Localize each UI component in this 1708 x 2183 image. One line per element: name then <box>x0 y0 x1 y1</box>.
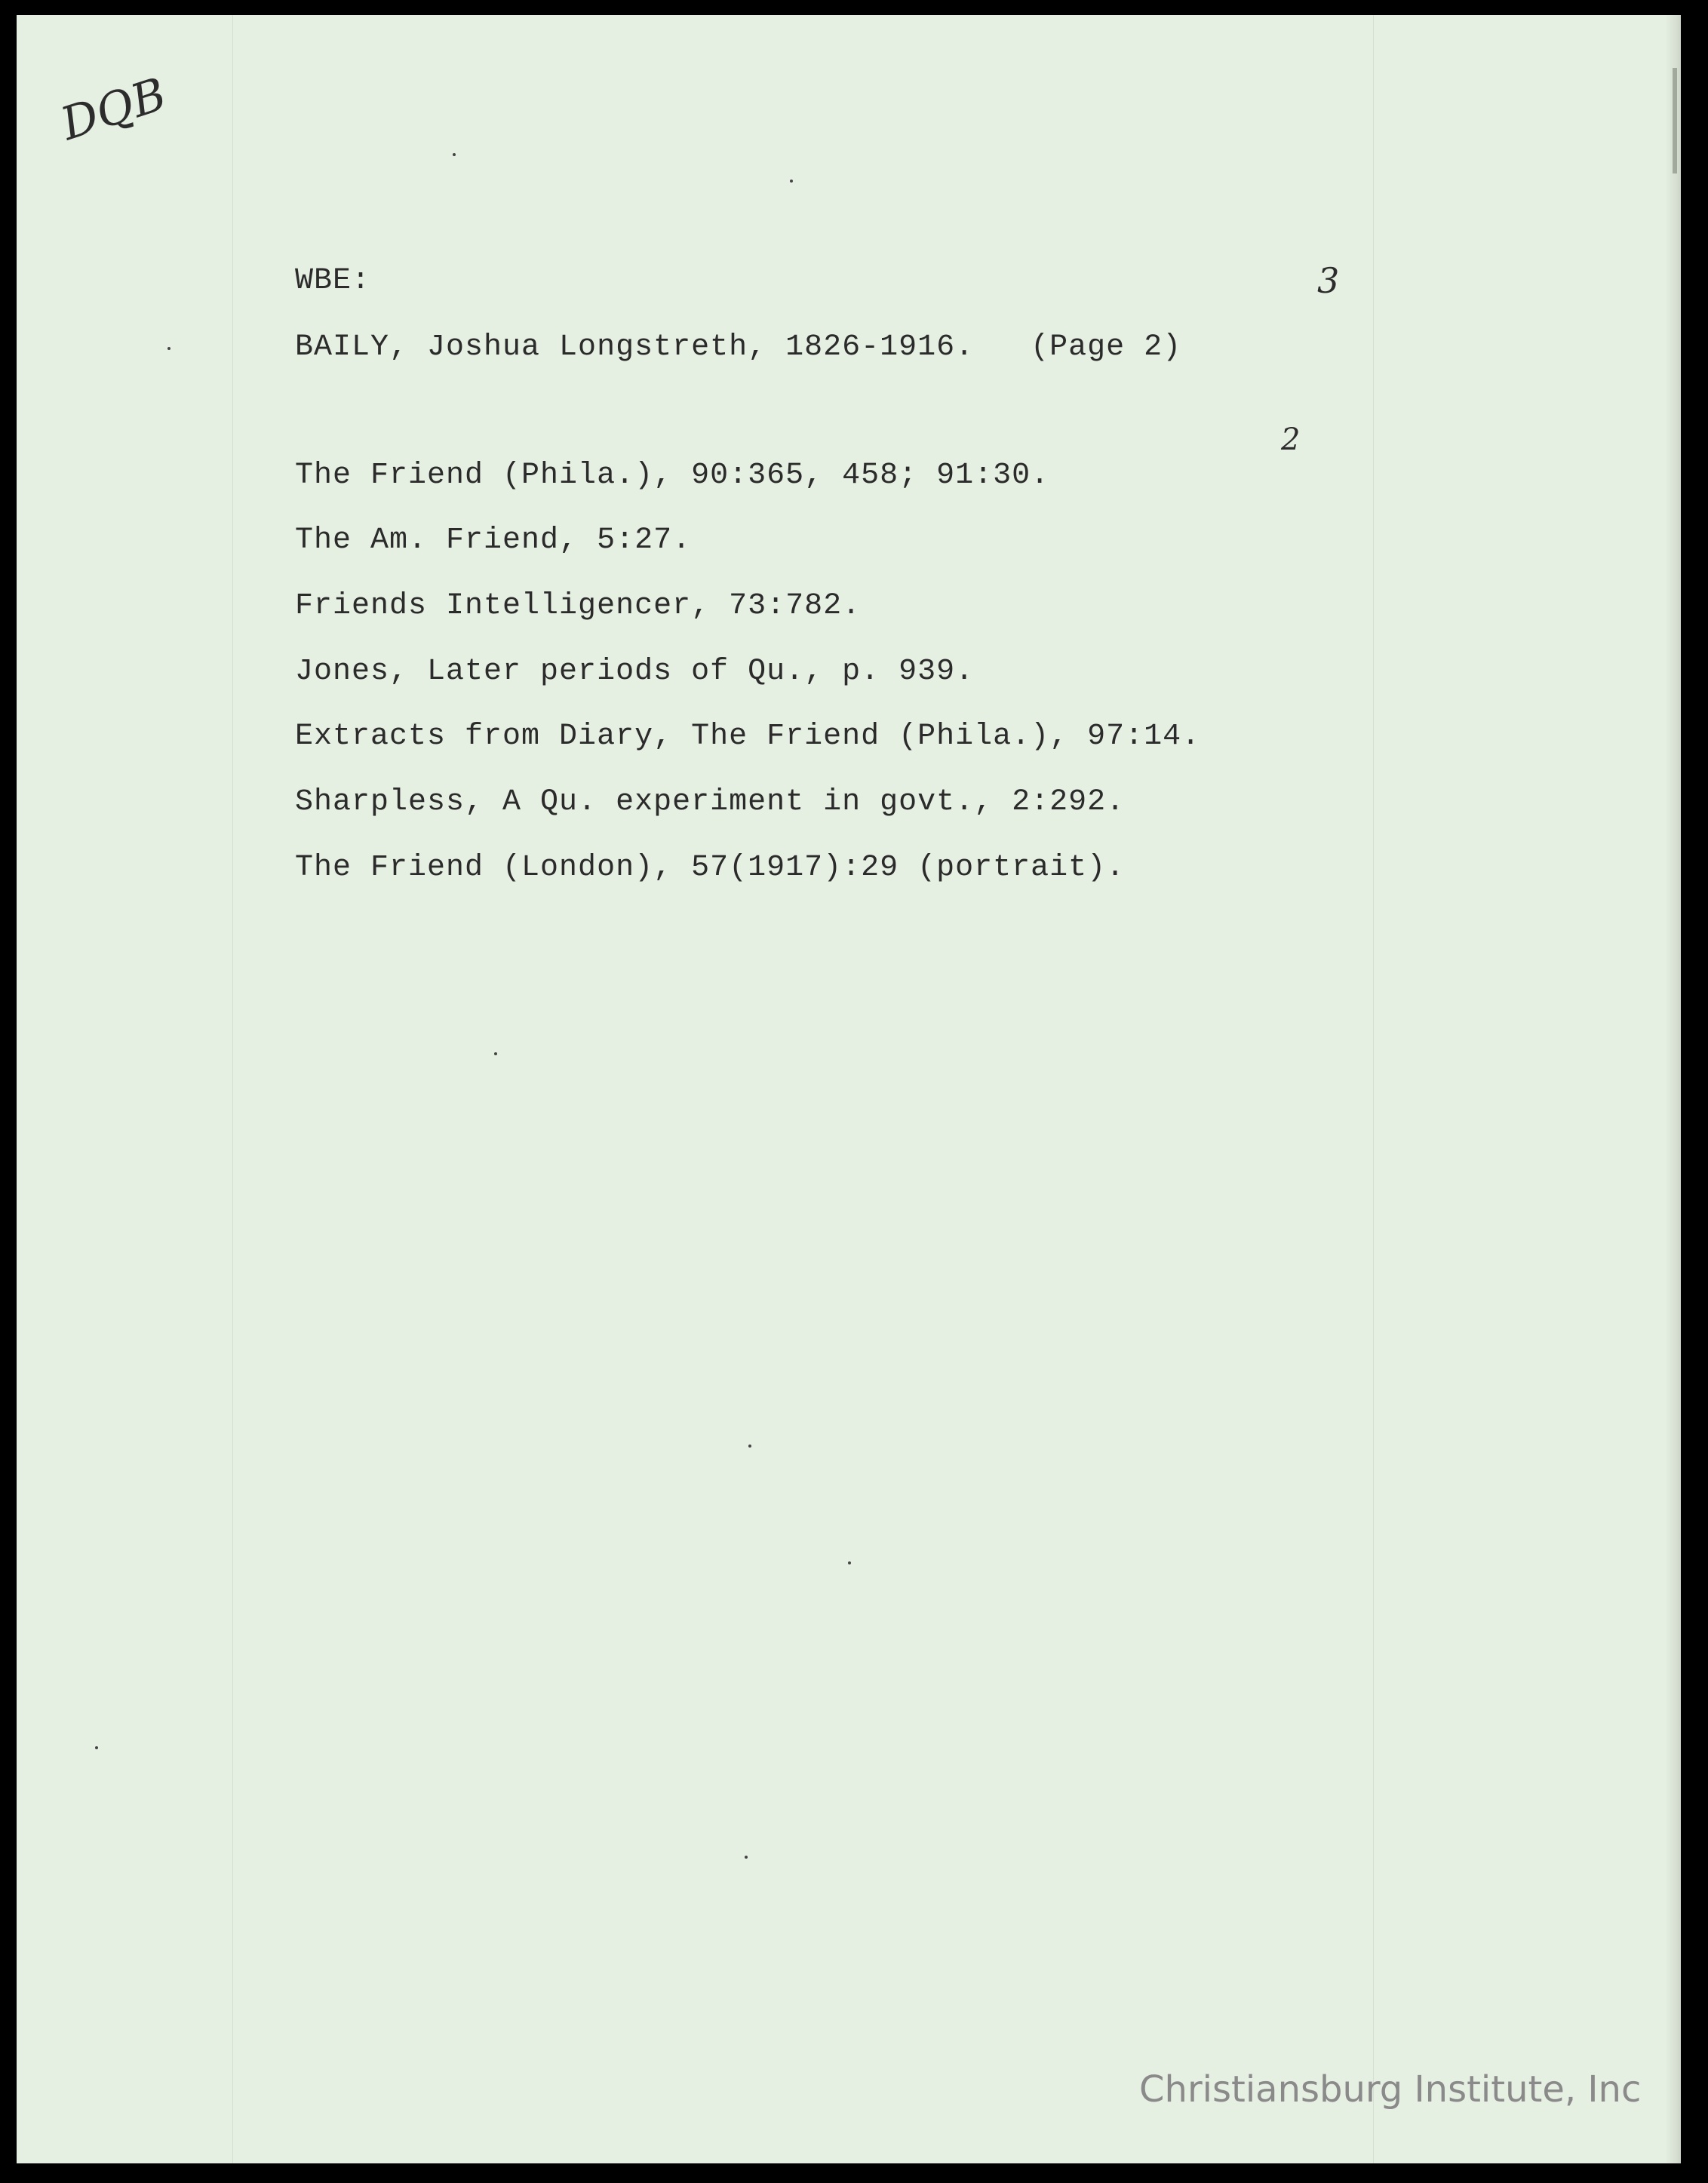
header-label: WBE: <box>295 264 371 298</box>
reference-line: Sharpless, A Qu. experiment in govt., 2:292. <box>295 785 1126 819</box>
reference-line: The Friend (London), 57(1917):29 (portrait). <box>295 851 1126 885</box>
document-page <box>17 15 1681 2163</box>
paper-speck <box>453 153 456 156</box>
header-subject-line <box>295 330 1181 364</box>
reference-line: The Am. Friend, 5:27. <box>295 523 692 557</box>
handwritten-corner-mark: DQB <box>54 67 173 152</box>
header-subject: BAILY, Joshua Longstreth, 1826-1916. <box>295 330 975 364</box>
margin-rule-left <box>232 15 233 2163</box>
watermark: Christiansburg Institute, Inc <box>1139 2068 1642 2111</box>
reference-line: The Friend (Phila.), 90:365, 458; 91:30. <box>295 459 1050 493</box>
handwritten-page-number: 3 <box>1317 260 1340 301</box>
margin-rule-right <box>1373 15 1374 2163</box>
paper-speck <box>748 1445 751 1448</box>
paper-speck <box>494 1052 497 1055</box>
reference-line: Jones, Later periods of Qu., p. 939. <box>295 655 975 689</box>
paper-speck <box>167 347 170 350</box>
reference-line: Friends Intelligencer, 73:782. <box>295 589 862 623</box>
reference-line: Extracts from Diary, The Friend (Phila.), 97:14. <box>295 720 1201 754</box>
paper-speck <box>745 1856 748 1859</box>
paper-speck <box>790 180 793 183</box>
handwritten-secondary-mark: 2 <box>1281 422 1301 457</box>
paper-speck <box>95 1746 98 1749</box>
page-edge-shadow <box>1673 68 1677 173</box>
header-page: (Page 2) <box>1031 330 1182 364</box>
page-edge <box>1665 15 1681 2163</box>
paper-speck <box>848 1561 851 1564</box>
